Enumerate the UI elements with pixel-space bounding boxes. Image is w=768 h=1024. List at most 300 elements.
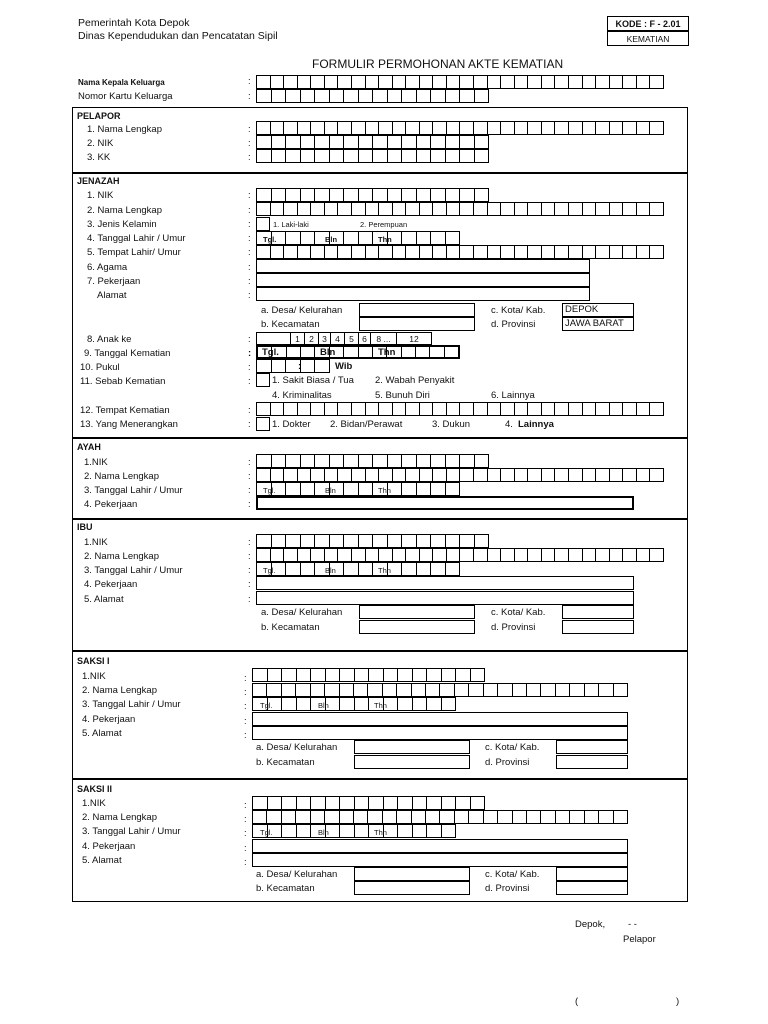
grid-cell[interactable] [284,122,298,134]
grid-cell[interactable] [271,203,285,215]
grid-cell[interactable] [344,232,359,244]
grid-cell[interactable] [417,563,432,575]
grid-cell[interactable] [446,90,461,102]
grid-cell[interactable] [501,403,515,415]
grid-cell[interactable] [420,76,434,88]
grid-cell[interactable] [301,535,316,547]
grid-cell[interactable] [542,403,556,415]
grid-cell[interactable] [583,469,597,481]
grid-cell[interactable] [475,455,489,467]
grid-cell[interactable] [650,76,663,88]
grid-cell[interactable] [474,549,488,561]
child-order-cell[interactable]: 12 [409,334,419,344]
grid-cell[interactable] [460,189,475,201]
grid-cell[interactable] [650,246,663,258]
grid-cell[interactable] [398,669,413,681]
grid-cell[interactable] [569,549,583,561]
grid-cell[interactable] [311,684,325,696]
grid-cell[interactable] [610,549,624,561]
grid-cell[interactable] [650,549,663,561]
grid-cell[interactable] [406,246,420,258]
jenazah-religion-field[interactable] [256,259,590,273]
grid-cell[interactable] [296,684,310,696]
grid-cell[interactable] [369,669,384,681]
grid-cell[interactable] [447,469,461,481]
grid-cell[interactable] [393,122,407,134]
grid-cell[interactable] [325,549,339,561]
grid-cell[interactable] [355,669,370,681]
grid-cell[interactable] [455,811,469,823]
grid-cell[interactable] [253,797,268,809]
grid-cell[interactable] [338,122,352,134]
grid-cell[interactable] [570,811,584,823]
grid-cell[interactable] [542,469,556,481]
grid-cell[interactable] [340,669,355,681]
grid-cell[interactable] [426,684,440,696]
grid-cell[interactable] [286,455,301,467]
grid-cell[interactable] [427,698,442,710]
grid-cell[interactable] [555,203,569,215]
grid-cell[interactable] [475,189,489,201]
grid-cell[interactable] [388,136,403,148]
grid-cell[interactable] [340,811,354,823]
grid-cell[interactable] [623,549,637,561]
grid-cell[interactable] [338,246,352,258]
grid-cell[interactable] [286,136,301,148]
grid-cell[interactable] [501,469,515,481]
grid-cell[interactable] [446,535,461,547]
grid-cell[interactable] [271,122,285,134]
grid-cell[interactable] [366,403,380,415]
grid-cell[interactable] [272,535,287,547]
grid-cell[interactable] [344,483,359,495]
grid-cell[interactable] [284,203,298,215]
grid-cell[interactable] [420,469,434,481]
ibu-kecamatan-field[interactable] [359,620,475,634]
grid-cell[interactable] [555,246,569,258]
grid-cell[interactable] [344,347,358,357]
saksi2-address-field[interactable] [252,853,628,867]
grid-cell[interactable] [541,811,555,823]
grid-cell[interactable] [398,825,413,837]
grid-cell[interactable] [596,203,610,215]
grid-cell[interactable] [330,150,345,162]
grid-cell[interactable] [426,811,440,823]
head-name-grid[interactable] [256,75,664,89]
grid-cell[interactable] [355,797,370,809]
grid-cell[interactable] [583,246,597,258]
grid-cell[interactable] [383,684,397,696]
grid-cell[interactable] [315,535,330,547]
grid-cell[interactable] [501,203,515,215]
grid-cell[interactable] [431,455,446,467]
grid-cell[interactable] [488,122,502,134]
grid-cell[interactable] [433,469,447,481]
grid-cell[interactable] [469,811,483,823]
grid-cell[interactable] [340,825,355,837]
grid-cell[interactable] [650,203,663,215]
grid-cell[interactable] [515,549,529,561]
hour-grid[interactable] [256,359,330,373]
grid-cell[interactable] [637,122,651,134]
grid-cell[interactable] [301,90,316,102]
grid-cell[interactable] [271,403,285,415]
grid-cell[interactable] [460,203,474,215]
grid-cell[interactable] [311,811,325,823]
grid-cell[interactable] [257,150,272,162]
informant-checkbox[interactable] [256,417,270,431]
grid-cell[interactable] [286,232,301,244]
grid-cell[interactable] [393,203,407,215]
pelapor-nik-grid[interactable] [256,135,489,149]
grid-cell[interactable] [469,684,483,696]
grid-cell[interactable] [446,150,461,162]
grid-cell[interactable] [447,203,461,215]
grid-cell[interactable] [397,684,411,696]
grid-cell[interactable] [325,469,339,481]
grid-cell[interactable] [402,189,417,201]
grid-cell[interactable] [325,76,339,88]
grid-cell[interactable] [282,669,297,681]
grid-cell[interactable] [297,825,312,837]
grid-cell[interactable] [614,684,627,696]
grid-cell[interactable] [475,90,489,102]
grid-cell[interactable] [417,232,432,244]
grid-cell[interactable] [373,189,388,201]
grid-cell[interactable] [475,136,489,148]
grid-cell[interactable] [272,189,287,201]
grid-cell[interactable] [417,483,432,495]
grid-cell[interactable] [456,669,471,681]
jenazah-job-field[interactable] [256,273,590,287]
gender-checkbox[interactable] [256,217,270,231]
saksi1-kota-field[interactable] [556,740,628,754]
ayah-birth-grid[interactable] [256,482,460,496]
saksi1-birth-grid[interactable] [252,697,456,711]
grid-cell[interactable] [359,455,374,467]
grid-cell[interactable] [253,684,267,696]
grid-cell[interactable] [257,136,272,148]
grid-cell[interactable] [583,549,597,561]
grid-cell[interactable] [542,246,556,258]
grid-cell[interactable] [338,203,352,215]
grid-cell[interactable] [637,469,651,481]
grid-cell[interactable] [498,684,512,696]
saksi1-desa-field[interactable] [354,740,470,754]
grid-cell[interactable] [569,403,583,415]
grid-cell[interactable] [413,825,428,837]
grid-cell[interactable] [398,698,413,710]
kecamatan-field[interactable] [359,317,475,331]
grid-cell[interactable] [596,122,610,134]
grid-cell[interactable] [427,825,442,837]
grid-cell[interactable] [445,347,458,357]
grid-cell[interactable] [515,246,529,258]
grid-cell[interactable] [569,246,583,258]
grid-cell[interactable] [301,189,316,201]
grid-cell[interactable] [528,203,542,215]
grid-cell[interactable] [433,203,447,215]
grid-cell[interactable] [298,549,312,561]
grid-cell[interactable] [471,669,485,681]
grid-cell[interactable] [272,455,287,467]
grid-cell[interactable] [637,76,651,88]
saksi1-kecamatan-field[interactable] [354,755,470,769]
grid-cell[interactable] [527,811,541,823]
grid-cell[interactable] [384,669,399,681]
grid-cell[interactable] [585,811,599,823]
grid-cell[interactable] [366,246,380,258]
grid-cell[interactable] [297,698,312,710]
grid-cell[interactable] [379,246,393,258]
grid-cell[interactable] [311,76,325,88]
grid-cell[interactable] [379,76,393,88]
grid-cell[interactable] [446,455,461,467]
saksi1-address-field[interactable] [252,726,628,740]
grid-cell[interactable] [583,122,597,134]
grid-cell[interactable] [272,360,287,372]
grid-cell[interactable] [388,455,403,467]
grid-cell[interactable] [513,811,527,823]
grid-cell[interactable] [298,122,312,134]
grid-cell[interactable] [297,669,312,681]
grid-cell[interactable] [420,122,434,134]
grid-cell[interactable] [515,203,529,215]
grid-cell[interactable] [344,455,359,467]
grid-cell[interactable] [427,797,442,809]
death-date-grid[interactable] [256,345,460,359]
ayah-name-grid[interactable] [256,468,664,482]
grid-cell[interactable] [528,246,542,258]
grid-cell[interactable] [267,811,281,823]
grid-cell[interactable] [556,811,570,823]
grid-cell[interactable] [417,136,432,148]
grid-cell[interactable] [460,469,474,481]
grid-cell[interactable] [474,469,488,481]
child-order-cell[interactable]: 8 ... [371,333,397,344]
grid-cell[interactable] [379,122,393,134]
grid-cell[interactable] [599,811,613,823]
grid-cell[interactable] [366,203,380,215]
grid-cell[interactable] [431,150,446,162]
saksi2-nik-grid[interactable] [252,796,485,810]
grid-cell[interactable] [373,150,388,162]
grid-cell[interactable] [555,76,569,88]
grid-cell[interactable] [460,122,474,134]
grid-cell[interactable] [637,549,651,561]
grid-cell[interactable] [301,563,316,575]
grid-cell[interactable] [610,246,624,258]
grid-cell[interactable] [460,455,475,467]
grid-cell[interactable] [455,684,469,696]
grid-cell[interactable] [272,90,287,102]
grid-cell[interactable] [340,684,354,696]
grid-cell[interactable] [650,122,663,134]
grid-cell[interactable] [340,698,355,710]
grid-cell[interactable] [354,684,368,696]
child-order-blank[interactable] [257,333,291,344]
grid-cell[interactable] [541,684,555,696]
grid-cell[interactable] [501,76,515,88]
grid-cell[interactable] [412,684,426,696]
grid-cell[interactable] [257,189,272,201]
grid-cell[interactable] [393,469,407,481]
grid-cell[interactable] [515,403,529,415]
grid-cell[interactable] [344,90,359,102]
grid-cell[interactable] [623,203,637,215]
grid-cell[interactable] [413,698,428,710]
grid-cell[interactable] [373,90,388,102]
grid-cell[interactable] [388,90,403,102]
grid-cell[interactable] [344,189,359,201]
grid-cell[interactable] [433,246,447,258]
grid-cell[interactable] [397,811,411,823]
grid-cell[interactable] [354,811,368,823]
grid-cell[interactable] [406,403,420,415]
grid-cell[interactable] [440,811,454,823]
grid-cell[interactable] [373,136,388,148]
grid-cell[interactable] [610,203,624,215]
grid-cell[interactable] [271,76,285,88]
grid-cell[interactable] [614,811,627,823]
grid-cell[interactable] [325,403,339,415]
grid-cell[interactable] [268,669,283,681]
grid-cell[interactable] [311,403,325,415]
ibu-nik-grid[interactable] [256,534,489,548]
saksi2-birth-grid[interactable] [252,824,456,838]
grid-cell[interactable] [484,811,498,823]
ayah-nik-grid[interactable] [256,454,489,468]
grid-cell[interactable] [402,483,417,495]
grid-cell[interactable] [253,811,267,823]
grid-cell[interactable] [352,246,366,258]
grid-cell[interactable] [301,483,316,495]
grid-cell[interactable] [393,246,407,258]
grid-cell[interactable] [599,684,613,696]
grid-cell[interactable] [528,549,542,561]
grid-cell[interactable] [446,563,460,575]
grid-cell[interactable] [330,535,345,547]
grid-cell[interactable] [542,549,556,561]
grid-cell[interactable] [555,469,569,481]
grid-cell[interactable] [431,232,446,244]
grid-cell[interactable] [315,189,330,201]
grid-cell[interactable] [355,698,370,710]
grid-cell[interactable] [623,403,637,415]
grid-cell[interactable] [388,535,403,547]
grid-cell[interactable] [388,189,403,201]
grid-cell[interactable] [315,136,330,148]
grid-cell[interactable] [475,535,489,547]
grid-cell[interactable] [460,76,474,88]
grid-cell[interactable] [325,684,339,696]
grid-cell[interactable] [501,549,515,561]
grid-cell[interactable] [498,811,512,823]
grid-cell[interactable] [515,469,529,481]
grid-cell[interactable] [442,669,457,681]
ibu-kota-field[interactable] [562,605,634,619]
grid-cell[interactable] [393,76,407,88]
grid-cell[interactable] [373,455,388,467]
grid-cell[interactable] [257,549,271,561]
grid-cell[interactable] [379,549,393,561]
grid-cell[interactable] [623,122,637,134]
grid-cell[interactable] [325,811,339,823]
saksi2-name-grid[interactable] [252,810,628,824]
grid-cell[interactable] [583,403,597,415]
grid-cell[interactable] [366,122,380,134]
ibu-job-field[interactable] [256,576,634,590]
grid-cell[interactable] [488,403,502,415]
grid-cell[interactable] [555,122,569,134]
grid-cell[interactable] [257,90,272,102]
grid-cell[interactable] [284,549,298,561]
provinsi-field[interactable] [562,317,634,331]
grid-cell[interactable] [311,469,325,481]
grid-cell[interactable] [427,669,442,681]
jenazah-address-field[interactable] [256,287,590,301]
grid-cell[interactable] [596,469,610,481]
grid-cell[interactable] [542,122,556,134]
grid-cell[interactable] [388,150,403,162]
grid-cell[interactable] [359,189,374,201]
grid-cell[interactable] [373,535,388,547]
grid-cell[interactable] [344,563,359,575]
grid-cell[interactable] [420,549,434,561]
grid-cell[interactable] [447,122,461,134]
grid-cell[interactable] [420,403,434,415]
grid-cell[interactable] [528,403,542,415]
grid-cell[interactable] [515,122,529,134]
grid-cell[interactable] [330,136,345,148]
grid-cell[interactable] [379,469,393,481]
grid-cell[interactable] [474,403,488,415]
saksi1-nik-grid[interactable] [252,668,485,682]
grid-cell[interactable] [406,549,420,561]
grid-cell[interactable] [338,469,352,481]
grid-cell[interactable] [267,684,281,696]
grid-cell[interactable] [338,403,352,415]
child-order-cell[interactable]: 3 [319,333,331,344]
grid-cell[interactable] [301,360,316,372]
grid-cell[interactable] [433,122,447,134]
grid-cell[interactable] [359,150,374,162]
grid-cell[interactable] [431,189,446,201]
grid-cell[interactable] [442,825,456,837]
grid-cell[interactable] [268,797,283,809]
grid-cell[interactable] [623,76,637,88]
grid-cell[interactable] [420,203,434,215]
saksi2-desa-field[interactable] [354,867,470,881]
grid-cell[interactable] [315,455,330,467]
child-order-cell[interactable]: 4 [331,333,345,344]
grid-cell[interactable] [355,825,370,837]
grid-cell[interactable] [446,232,460,244]
grid-cell[interactable] [330,189,345,201]
grid-cell[interactable] [447,549,461,561]
grid-cell[interactable] [368,684,382,696]
grid-cell[interactable] [442,698,456,710]
grid-cell[interactable] [610,403,624,415]
grid-cell[interactable] [325,246,339,258]
grid-cell[interactable] [555,549,569,561]
grid-cell[interactable] [569,469,583,481]
grid-cell[interactable] [311,122,325,134]
grid-cell[interactable] [257,122,271,134]
child-order-cell[interactable]: 2 [305,333,319,344]
grid-cell[interactable] [623,246,637,258]
grid-cell[interactable] [406,76,420,88]
